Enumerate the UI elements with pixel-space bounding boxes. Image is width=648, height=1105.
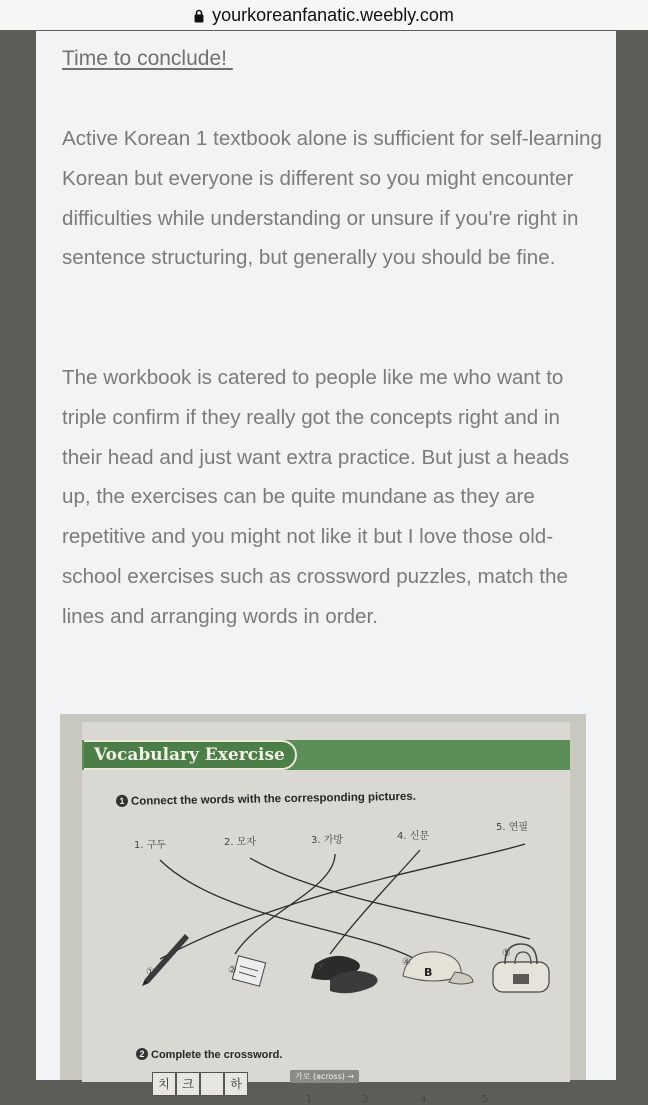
picture-number: ② <box>228 965 237 976</box>
clue-number: 4. <box>420 1094 430 1105</box>
question-2 <box>136 1048 282 1061</box>
question-number-badge: 1 <box>116 795 128 807</box>
crossword-cell: 치 <box>152 1072 176 1096</box>
clue-number: 3. <box>362 1094 372 1105</box>
paragraph: The workbook is catered to people like me who want to triple confirm if they really got the concepts right and in their head and just want extra practice. But just a heads up, the exercises can be quite mundane as they are repetitive and you might not like it but I love those old-school exercises such as crossword puzzles, match the lines and arranging words in order. <box>62 366 570 628</box>
question-1-text: Connect the words with the corresponding pictures. <box>130 790 417 808</box>
question-2-text: Complete the crossword. <box>151 1049 283 1061</box>
picture-number: ④ <box>402 957 411 968</box>
picture-number: ① <box>146 967 155 978</box>
clue-number: 5. <box>482 1094 492 1105</box>
lock-icon <box>194 9 204 23</box>
crossword-cell <box>200 1072 224 1096</box>
cap-letter: B <box>424 966 433 979</box>
article-title-link[interactable]: Time to conclude! <box>62 47 233 70</box>
page-content <box>36 31 616 1105</box>
matching-lines <box>60 714 586 1080</box>
workbook-photo <box>60 714 586 1105</box>
word-label: 2. 모자 <box>224 837 257 848</box>
section-title: Vocabulary Exercise <box>84 740 297 770</box>
picture-number: ⑤ <box>502 948 511 959</box>
question-number-badge: 2 <box>136 1048 148 1060</box>
url-text: yourkoreanfanatic.weebly.com <box>212 4 454 25</box>
across-label: 가로 (across) → <box>290 1070 359 1083</box>
word-label: 5. 연필 <box>496 822 529 833</box>
crossword-cell: 크 <box>176 1072 200 1096</box>
word-label: 4. 신문 <box>397 831 430 842</box>
browser-url-bar[interactable] <box>0 0 648 30</box>
paragraph: Active Korean 1 textbook alone is sufficient for self-learning Korean but everyone is different so you might encounter difficulties while understanding or unsure if you're right in sentence structuring, but generally you should be fine. <box>62 127 602 270</box>
picture-number: ③ <box>315 962 324 973</box>
word-label: 3. 가방 <box>311 835 344 846</box>
crossword-cell: 하 <box>224 1072 248 1096</box>
clue-number: 1. <box>306 1094 316 1105</box>
word-label: 1. 구두 <box>134 840 167 851</box>
